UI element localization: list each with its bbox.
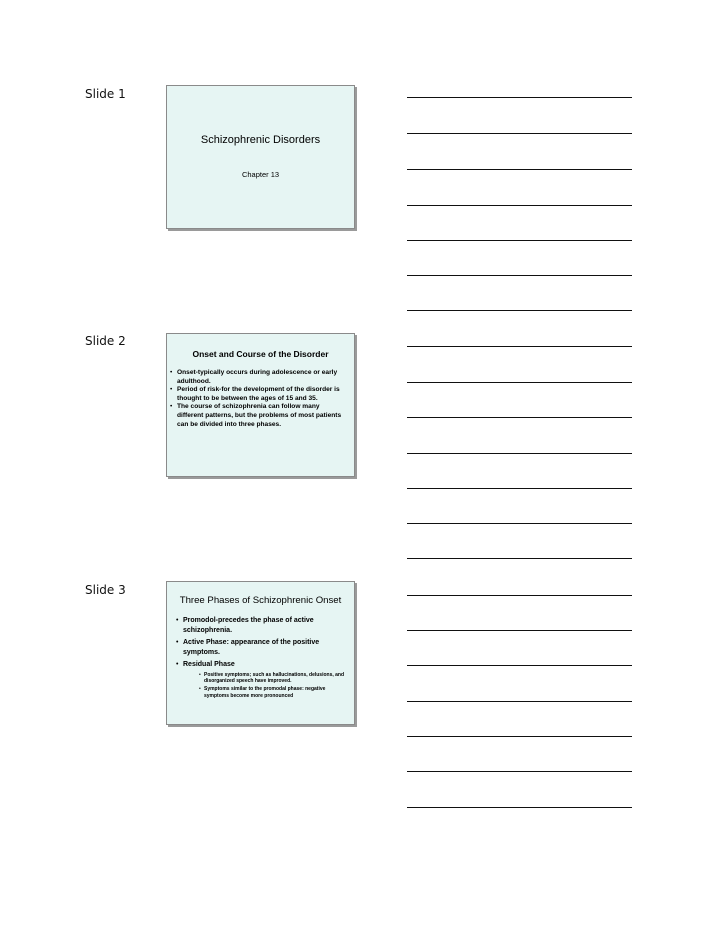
note-line	[407, 97, 632, 98]
note-line	[407, 595, 632, 596]
note-line	[407, 240, 632, 241]
slide-3-bullet-residual	[176, 660, 348, 699]
slide-3-sub-bullet-list	[199, 672, 348, 700]
slide-2-bullet-list	[170, 369, 346, 429]
note-line	[407, 346, 632, 347]
note-line	[407, 417, 632, 418]
note-line	[407, 807, 632, 808]
slide-3-sub-bullet: • Symptoms similar to the promodal phase: negative symptoms become more pronounced	[199, 686, 348, 699]
note-line	[407, 665, 632, 666]
slide-1-label: Slide 1	[85, 87, 126, 101]
note-line	[407, 701, 632, 702]
note-line	[407, 488, 632, 489]
note-line	[407, 453, 632, 454]
slide-3-title: Three Phases of Schizophrenic Onset	[179, 595, 342, 606]
note-line	[407, 133, 632, 134]
slide-2-title: Onset and Course of the Disorder	[192, 349, 329, 359]
slide-3-bullet-list	[176, 616, 348, 702]
slide-3-bullet: • Promodol-precedes the phase of active schizophrenia.	[176, 616, 348, 635]
slide-1-subtitle: Chapter 13	[241, 170, 280, 179]
note-line	[407, 558, 632, 559]
slide-2-thumbnail	[166, 333, 355, 477]
note-line	[407, 169, 632, 170]
note-line	[407, 275, 632, 276]
slide-3-label: Slide 3	[85, 583, 126, 597]
note-line	[407, 736, 632, 737]
slide-3-sub-bullet: • Positive symptoms; such as hallucinations, delusions, and disorganized speech have improved.	[199, 672, 348, 685]
slide-2-bullet: • Onset-typically occurs during adolescence or early adulthood.	[170, 369, 346, 386]
slide-3-bullet-text: Residual Phase	[183, 661, 235, 668]
note-line	[407, 771, 632, 772]
slide-1-title: Schizophrenic Disorders	[200, 134, 321, 146]
note-line	[407, 205, 632, 206]
slide-3-thumbnail	[166, 581, 355, 725]
note-line	[407, 630, 632, 631]
slide-2-label: Slide 2	[85, 334, 126, 348]
slide-1-thumbnail	[166, 85, 355, 229]
note-line	[407, 523, 632, 524]
slide-2-bullet: • Period of risk-for the development of the disorder is thought to be between the ages of 15 and 35.	[170, 386, 346, 403]
slide-3-bullet: • Active Phase: appearance of the positive symptoms.	[176, 638, 348, 657]
note-line	[407, 382, 632, 383]
slide-2-bullet: • The course of schizophrenia can follow many different patterns, but the problems of most patients can be divided into three phases.	[170, 403, 346, 429]
note-line	[407, 310, 632, 311]
